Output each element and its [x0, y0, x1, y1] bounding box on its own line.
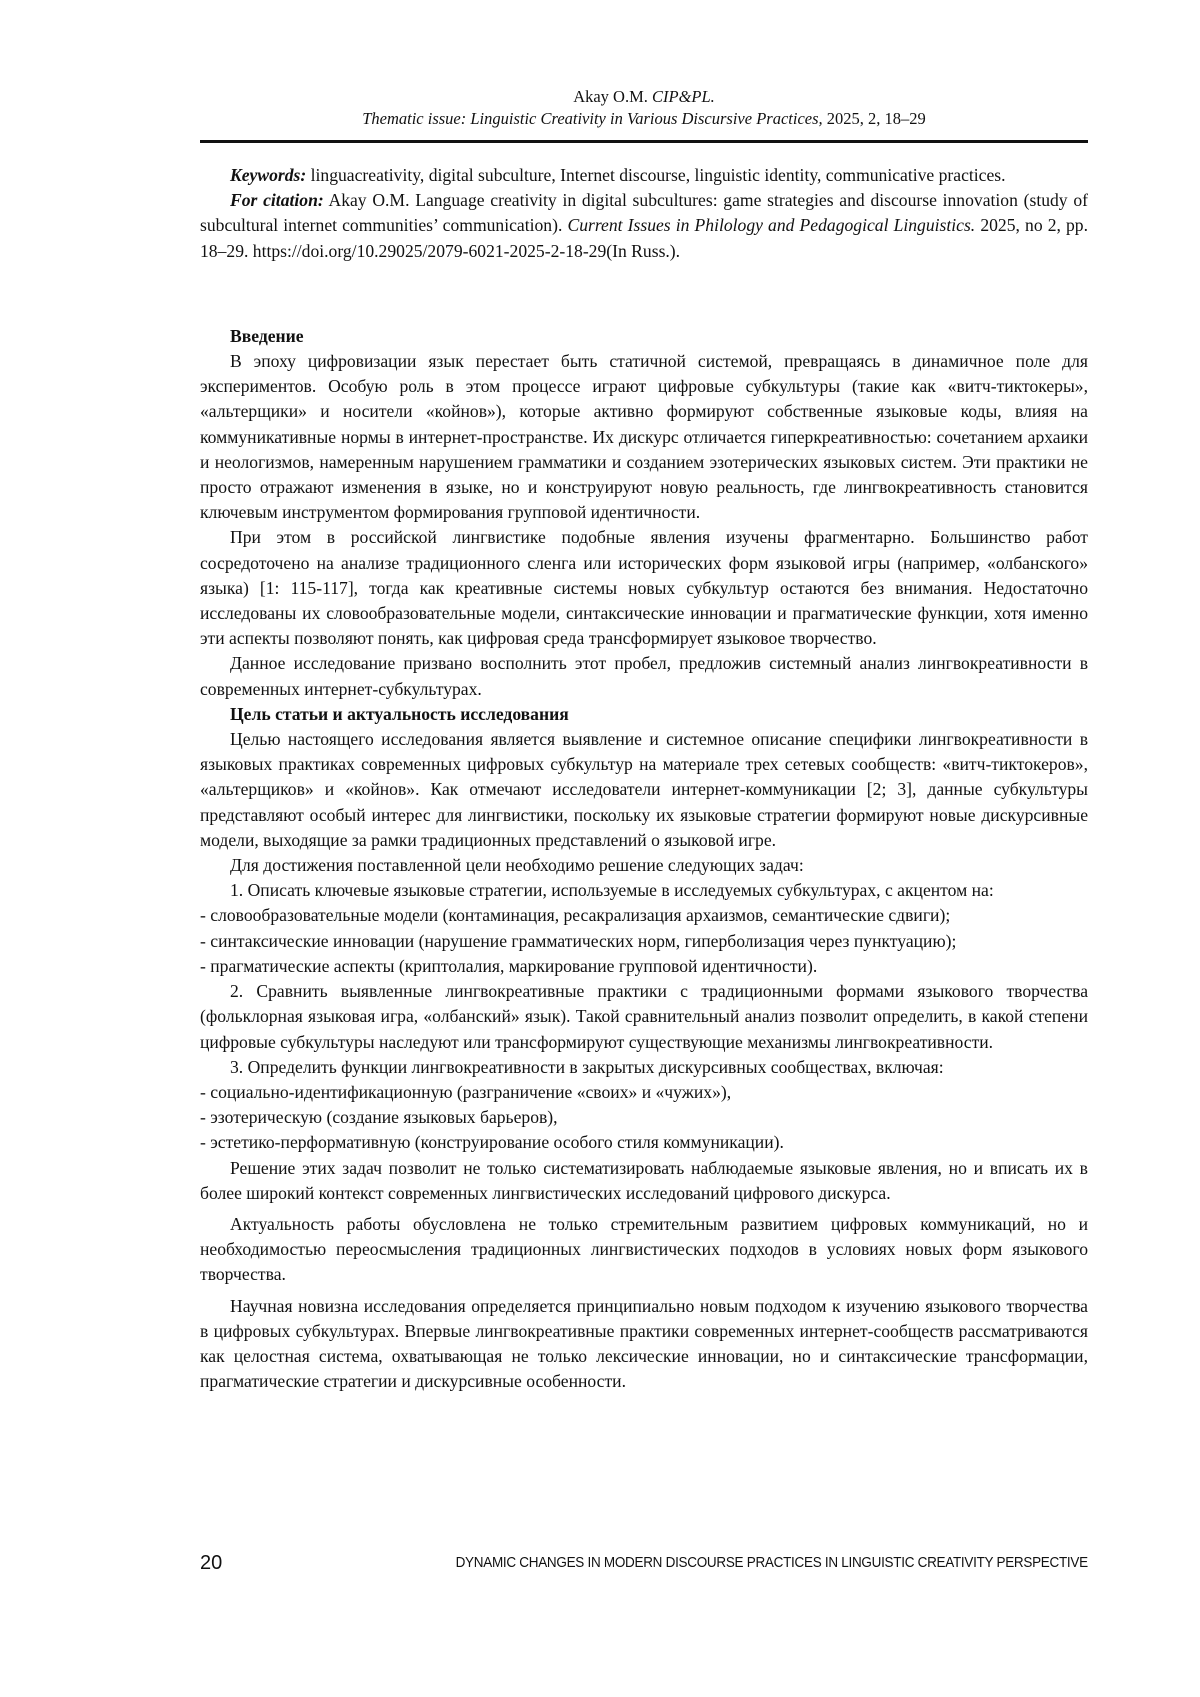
list-item: - словообразовательные модели (контаминация, ресакрализация архаизмов, семантические сдвиги); — [200, 905, 951, 926]
citation-details: 2025, no 2, pp. 18–29. https://doi.org/10.29025/2079-6021-2025-2-18-29(In Russ.). — [200, 215, 1089, 261]
footer-title: DYNAMIC CHANGES IN MODERN DISCOURSE PRACTICES IN LINGUISTIC CREATIVITY PERSPECTIVE — [455, 1555, 1088, 1571]
body-paragraph: Данное исследование призвано восполнить этот пробел, предложив системный анализ лингвокреативности в современных интернет-субкультурах. — [200, 653, 1088, 699]
body-paragraph: Решение этих задач позволит не только систематизировать наблюдаемые языковые явления, но и вписать их в более широкий контекст современных лингвистических исследований цифрового дискурса. — [200, 1157, 1088, 1203]
citation-journal: Current Issues in Philology and Pedagogical Linguistics. — [567, 215, 976, 236]
header-journal-abbr: CIP&PL. — [652, 87, 715, 106]
list-item: - прагматические аспекты (криптолалия, маркирование групповой идентичности). — [200, 955, 818, 976]
citation-text: Akay O.M. Language creativity in digital subcultures: game strategies and discourse innovation (study of subcultural internet communities’ communication). — [200, 190, 1088, 236]
body-paragraph: При этом в российской лингвистике подобные явления изучены фрагментарно. Большинство работ сосредоточено на анализе традиционного сленга или исторических форм языковой игры (например, «олбанского» языка) [1: 115-117], тогда как креативные системы новых субкультур остаются без внимания. Недостаточно исследованы их словообразовательные модели, синтаксические инновации и прагматические функции, хотя именно эти аспекты позволяют понять, как цифровая среда трансформирует языковое творчество. — [200, 527, 1088, 649]
header-line-2 — [200, 108, 1088, 130]
header-author: Akay O.M. — [573, 87, 648, 106]
header-line-1 — [200, 86, 1088, 108]
section-spacer — [200, 264, 1088, 324]
citation-label: For citation: — [230, 190, 324, 211]
section-heading-intro: Введение — [230, 325, 304, 346]
keywords-label: Keywords: — [230, 165, 307, 185]
list-item: - эстетико-перформативную (конструирование особого стиля коммуникации). — [200, 1132, 784, 1153]
header-rule — [200, 140, 1088, 143]
section-heading-goal: Цель статьи и актуальность исследования — [230, 703, 569, 724]
list-item: 1. Описать ключевые языковые стратегии, используемые в исследуемых субкультурах, с акцентом на: — [230, 880, 994, 901]
citation-paragraph — [200, 188, 1088, 264]
journal-page — [200, 0, 1088, 1697]
header-issue: Thematic issue: Linguistic Creativity in Various Discursive Practices, — [362, 109, 823, 128]
header-issue-details: 2025, 2, 18–29 — [826, 109, 926, 128]
list-item: - синтаксические инновации (нарушение грамматических норм, гиперболизация через пунктуацию); — [200, 930, 957, 951]
running-header — [200, 86, 1088, 130]
list-item: - социально-идентификационную (разграничение «своих» и «чужих»), — [200, 1081, 732, 1102]
article-body — [200, 163, 1088, 1394]
list-item: - эзотерическую (создание языковых барьеров), — [200, 1107, 558, 1128]
body-paragraph: Научная новизна исследования определяется принципиально новым подходом к изучению языкового творчества в цифровых субкультурах. Впервые лингвокреативные практики современных интернет-сообществ рассматриваются как целостная система, охватывающая не только лексические инновации, но и синтаксические трансформации, прагматические стратегии и дискурсивные особенности. — [200, 1295, 1088, 1392]
keywords-paragraph — [200, 163, 1088, 188]
list-item: 3. Определить функции лингвокреативности в закрытых дискурсивных сообществах, включая: — [230, 1056, 944, 1077]
body-paragraph: Целью настоящего исследования является выявление и системное описание специфики лингвокреативности в языковых практиках современных цифровых субкультур на материале трех сетевых сообществ: «витч-тиктокеров», «альтерщиков» и «койнов». Как отмечают исследователи интернет-коммуникации [2; 3], данные субкультуры представляют особый интерес для лингвистики, поскольку их языковые стратегии формируют новые дискурсивные модели, выходящие за рамки традиционных представлений о языковой игре. — [200, 729, 1088, 850]
keywords-text: linguacreativity, digital subculture, Internet discourse, linguistic identity, communicative practices. — [310, 165, 1006, 185]
body-paragraph: Актуальность работы обусловлена не только стремительным развитием цифровых коммуникаций, но и необходимостью переосмысления традиционных лингвистических подходов в условиях новых форм языкового творчества. — [200, 1213, 1088, 1285]
page-number: 20 — [200, 1552, 223, 1574]
list-item: 2. Сравнить выявленные лингвокреативные практики с традиционными формами языкового творчества (фольклорная языковая игра, «олбанский» язык). Такой сравнительный анализ позволит определить, в какой степени цифровые субкультуры наследуют или трансформируют существующие механизмы лингвокреативности. — [200, 981, 1088, 1052]
body-paragraph: В эпоху цифровизации язык перестает быть статичной системой, превращаясь в динамичное поле для экспериментов. Особую роль в этом процессе играют цифровые субкультуры (такие как «витч-тиктокеры», «альтерщики» и носители «койнов»), которые активно формируют собственные языковые коды, влияя на коммуникативные нормы в интернет-пространстве. Их дискурс отличается гиперкреативностью: сочетанием архаики и неологизмов, намеренным нарушением грамматики и созданием эзотерических языковых систем. Эти практики не просто отражают изменения в языке, но и конструируют новую реальность, где лингвокреативность становится ключевым инструментом формирования групповой идентичности. — [200, 351, 1088, 523]
page-footer — [200, 1552, 1088, 1576]
body-paragraph: Для достижения поставленной цели необходимо решение следующих задач: — [230, 855, 804, 876]
